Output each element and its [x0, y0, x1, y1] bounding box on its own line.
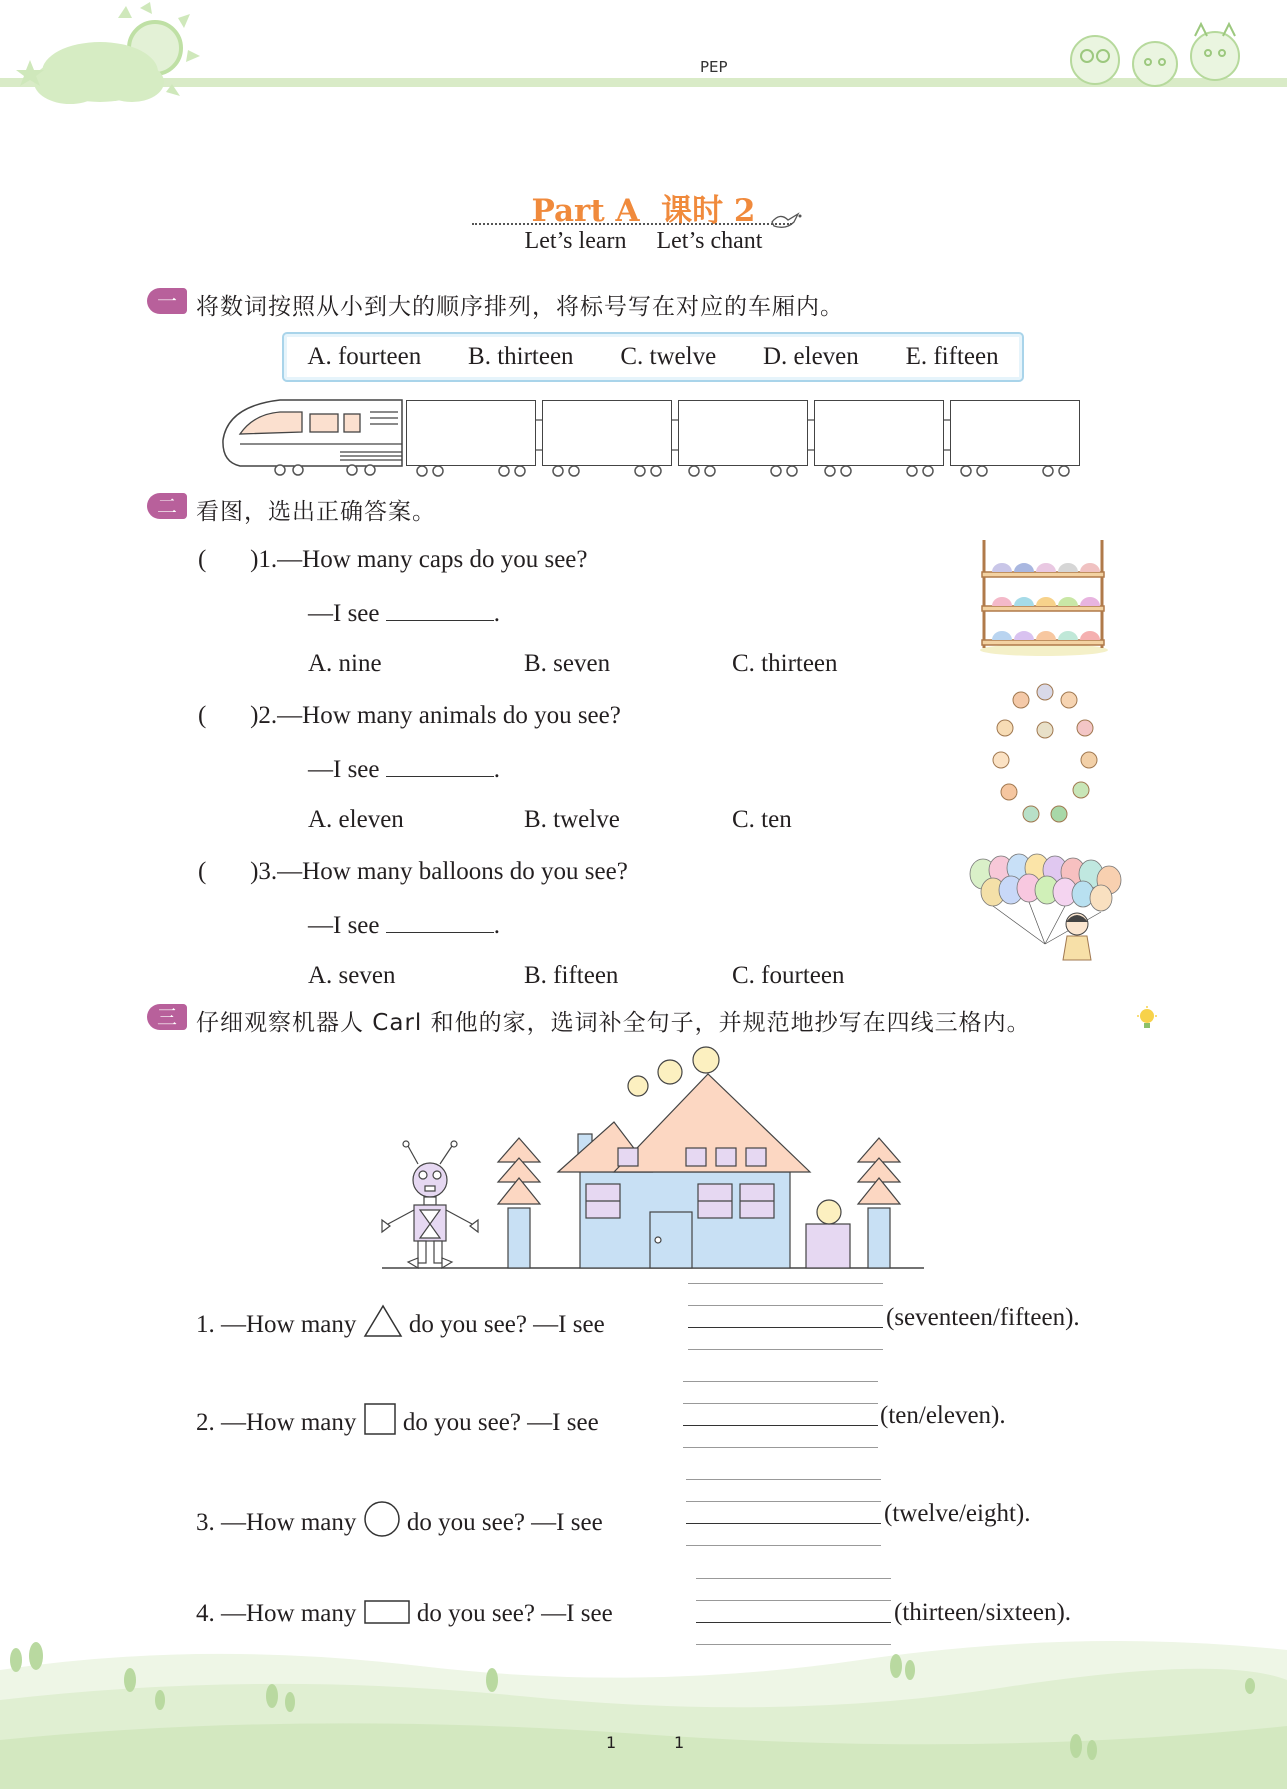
sun-cloud-decoration	[0, 0, 200, 110]
option-a: A. eleven	[308, 806, 404, 833]
lesson-title: Part A 课时 2	[531, 193, 756, 229]
subtitle-lets-chant: Let’s chant	[656, 228, 763, 254]
word-choices-box	[282, 332, 1024, 382]
answer-suffix: .	[493, 756, 500, 783]
writing-lines-3[interactable]	[686, 1479, 881, 1545]
answer-blank[interactable]	[386, 754, 494, 777]
answer-bracket[interactable]: ( )2.	[198, 702, 278, 729]
answer-suffix: .	[493, 600, 500, 627]
page-number-left: 1	[606, 1733, 617, 1752]
sentence-1	[196, 1304, 605, 1339]
section-2-instruction: 看图，选出正确答案。	[196, 499, 436, 525]
sentence-3	[196, 1500, 603, 1538]
option-b: B. twelve	[524, 806, 620, 833]
answer-suffix: .	[493, 912, 500, 939]
circle-icon	[363, 1500, 401, 1538]
word-choice: A. fourteen	[307, 343, 422, 370]
option-b: B. fifteen	[524, 962, 619, 989]
sentence-middle: do you see? —I see	[402, 1409, 599, 1436]
answer-bracket[interactable]: ( )1.	[198, 546, 278, 573]
question-text: —How many animals do you see?	[277, 702, 621, 729]
subtitle-lets-learn: Let’s learn	[524, 228, 627, 254]
word-choice: D. eleven	[762, 343, 859, 370]
section-1-instruction: 将数词按照从小到大的顺序排列，将标号写在对应的车厢内。	[196, 294, 844, 320]
sentence-start: 3. —How many	[196, 1509, 357, 1536]
header-label: PEP	[700, 58, 728, 76]
question-1	[198, 546, 588, 574]
section-2-badge: 二	[147, 493, 187, 519]
question-2	[198, 702, 621, 730]
writing-lines-1[interactable]	[688, 1283, 883, 1349]
option-b: B. seven	[524, 650, 611, 677]
answer-blank[interactable]	[386, 910, 494, 933]
sentence-2	[196, 1402, 599, 1437]
footer-hills-decoration	[0, 1630, 1287, 1789]
train-couplers-wheels	[406, 400, 1082, 482]
section-3-instruction: 仔细观察机器人 Carl 和他的家，选词补全句子，并规范地抄写在四线三格内。	[196, 1010, 1031, 1036]
word-choice: B. thirteen	[468, 343, 574, 370]
answer-line-2	[308, 754, 500, 784]
caps-shelf-illustration	[978, 538, 1110, 658]
question-3	[198, 858, 628, 886]
section-1-badge: 一	[147, 288, 187, 314]
section-3-badge: 三	[147, 1004, 187, 1030]
sentence-4	[196, 1599, 613, 1628]
question-text: —How many caps do you see?	[277, 546, 588, 573]
page-number-right: 1	[674, 1733, 685, 1752]
robot-house-scene	[378, 1040, 928, 1272]
sentence-middle: do you see? —I see	[406, 1509, 603, 1536]
animal-heads-decoration	[1055, 20, 1255, 90]
word-choice-2: (ten/eleven).	[880, 1402, 1006, 1429]
sentence-middle: do you see? —I see	[408, 1311, 605, 1338]
option-c: C. fourteen	[732, 962, 845, 989]
answer-prefix: —I see	[308, 912, 380, 939]
sentence-middle: do you see? —I see	[416, 1600, 613, 1627]
option-a: A. nine	[308, 650, 382, 677]
train-engine	[220, 396, 406, 476]
balloons-boy-illustration	[965, 852, 1125, 962]
answer-prefix: —I see	[308, 756, 380, 783]
answer-prefix: —I see	[308, 600, 380, 627]
word-choice: C. twelve	[620, 343, 717, 370]
sentence-start: 1. —How many	[196, 1311, 357, 1338]
sentence-start: 2. —How many	[196, 1409, 357, 1436]
square-icon	[363, 1402, 397, 1436]
word-choice-4: (thirteen/sixteen).	[894, 1599, 1072, 1626]
answer-blank[interactable]	[386, 598, 494, 621]
title-divider	[472, 223, 792, 225]
answer-line-3	[308, 910, 500, 940]
triangle-icon	[363, 1304, 403, 1338]
word-choice-3: (twelve/eight).	[884, 1500, 1031, 1527]
option-a: A. seven	[308, 962, 396, 989]
option-c: C. thirteen	[732, 650, 838, 677]
sentence-start: 4. —How many	[196, 1600, 357, 1627]
answer-line-1	[308, 598, 500, 628]
word-choice-1: (seventeen/fifteen).	[886, 1304, 1080, 1331]
answer-bracket[interactable]: ( )3.	[198, 858, 278, 885]
word-choice: E. fifteen	[905, 343, 999, 370]
lesson-subtitle	[0, 228, 1287, 255]
question-text: —How many balloons do you see?	[277, 858, 628, 885]
writing-lines-2[interactable]	[683, 1381, 878, 1447]
lightbulb-icon	[1136, 1006, 1158, 1032]
animals-circle-illustration	[985, 678, 1105, 828]
option-c: C. ten	[732, 806, 792, 833]
rectangle-icon	[363, 1599, 411, 1625]
